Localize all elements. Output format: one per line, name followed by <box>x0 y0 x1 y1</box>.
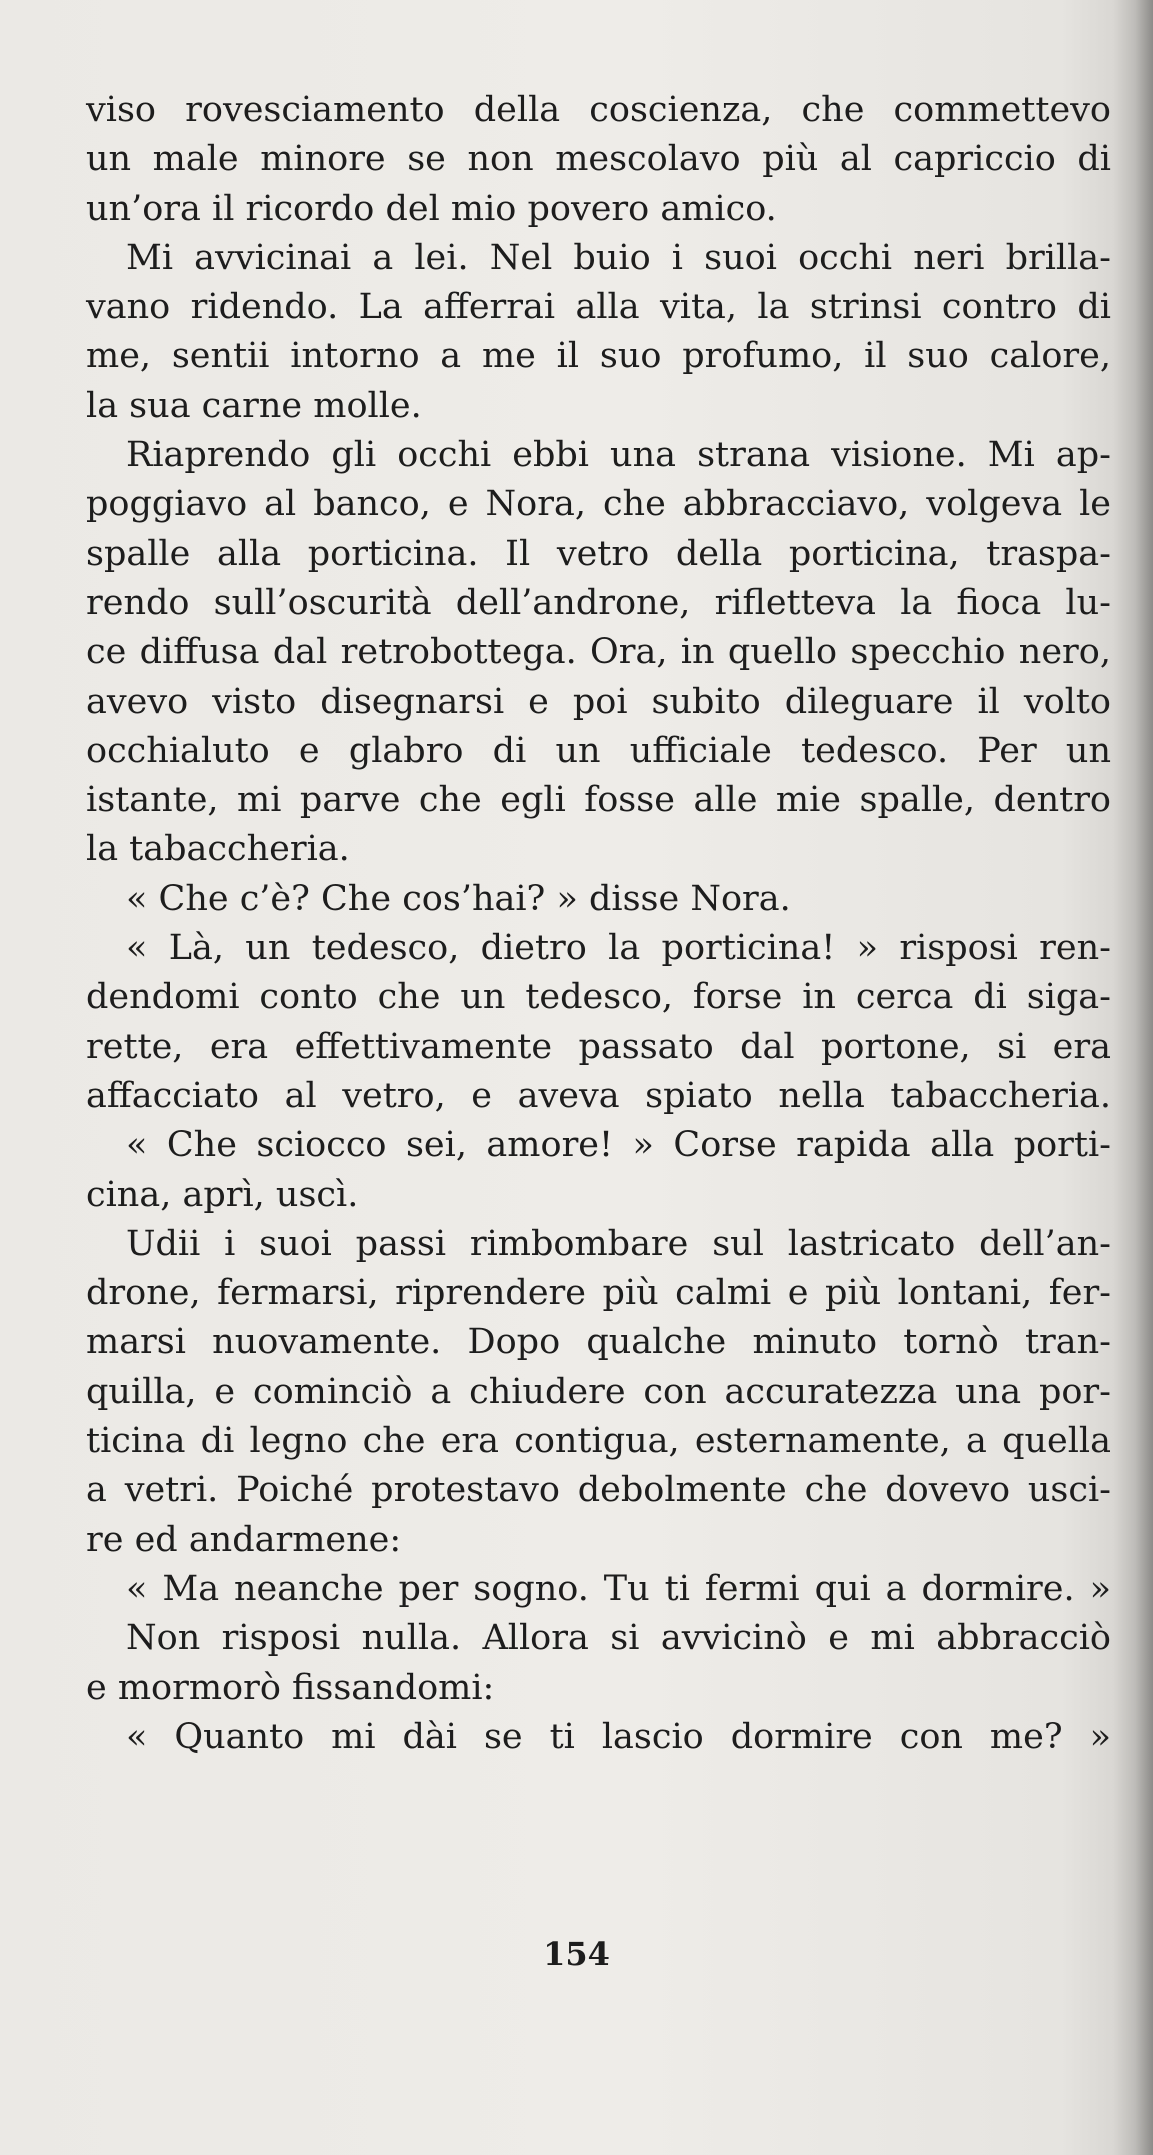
text-line: « Che c’è? Che cos’hai? » disse Nora. <box>126 878 791 919</box>
text-line: ticina di legno che era contigua, esternamente, a quella <box>86 1421 1111 1462</box>
text-line: Udii i suoi passi rimbombare sul lastricato dell’an- <box>126 1223 1111 1264</box>
text-line: la tabaccheria. <box>86 829 350 870</box>
text-line: re ed andarmene: <box>86 1519 402 1560</box>
text-line: ce diffusa dal retrobottega. Ora, in quello specchio nero, <box>86 632 1111 673</box>
text-line: a vetri. Poiché protestavo debolmente che dovevo usci- <box>86 1470 1111 1511</box>
text-line: « Ma neanche per sogno. Tu ti fermi qui a dormire. » <box>126 1568 1111 1609</box>
text-line: poggiavo al banco, e Nora, che abbracciavo, volgeva le <box>86 484 1111 525</box>
text-line: un’ora il ricordo del mio povero amico. <box>86 188 777 229</box>
text-line: marsi nuovamente. Dopo qualche minuto tornò tran- <box>86 1322 1111 1363</box>
text-line: istante, mi parve che egli fosse alle mie spalle, dentro <box>86 780 1111 821</box>
text-line: e mormorò fissandomi: <box>86 1667 495 1708</box>
text-line: dendomi conto che un tedesco, forse in cerca di siga- <box>86 977 1111 1018</box>
text-line: « Che sciocco sei, amore! » Corse rapida alla porti- <box>126 1125 1111 1166</box>
text-line: « Là, un tedesco, dietro la porticina! » risposi ren- <box>126 928 1111 969</box>
text-line: rendo sull’oscurità dell’androne, rifletteva la fioca lu- <box>86 582 1111 623</box>
text-line: quilla, e cominciò a chiudere con accuratezza una por- <box>86 1371 1111 1412</box>
text-line: avevo visto disegnarsi e poi subito dileguare il volto <box>86 681 1111 722</box>
text-line: la sua carne molle. <box>86 385 422 426</box>
text-line: spalle alla porticina. Il vetro della porticina, traspa- <box>86 533 1111 574</box>
page-edge-shadow <box>1113 0 1153 2155</box>
text-line: « Quanto mi dài se ti lascio dormire con me? » <box>126 1716 1111 1757</box>
body-text <box>86 86 1111 1762</box>
text-line: me, sentii intorno a me il suo profumo, il suo calore, <box>86 336 1111 377</box>
text-line: rette, era effettivamente passato dal portone, si era <box>86 1026 1111 1067</box>
text-line: affacciato al vetro, e aveva spiato nella tabaccheria. <box>86 1075 1111 1116</box>
text-line: Non risposi nulla. Allora si avvicinò e mi abbracciò <box>126 1618 1111 1659</box>
text-line: occhialuto e glabro di un ufficiale tedesco. Per un <box>86 730 1111 771</box>
text-line: viso rovesciamento della coscienza, che commettevo <box>86 90 1111 130</box>
text-line: drone, fermarsi, riprendere più calmi e più lontani, fer- <box>86 1273 1111 1314</box>
page-number: 154 <box>543 1935 610 1973</box>
text-line: cina, aprì, uscì. <box>86 1174 359 1215</box>
text-line: Mi avvicinai a lei. Nel buio i suoi occhi neri brilla- <box>126 237 1111 278</box>
text-line: un male minore se non mescolavo più al capriccio di <box>86 139 1111 180</box>
text-line: Riaprendo gli occhi ebbi una strana visione. Mi ap- <box>126 435 1111 476</box>
text-line: vano ridendo. La afferrai alla vita, la strinsi contro di <box>86 287 1111 328</box>
